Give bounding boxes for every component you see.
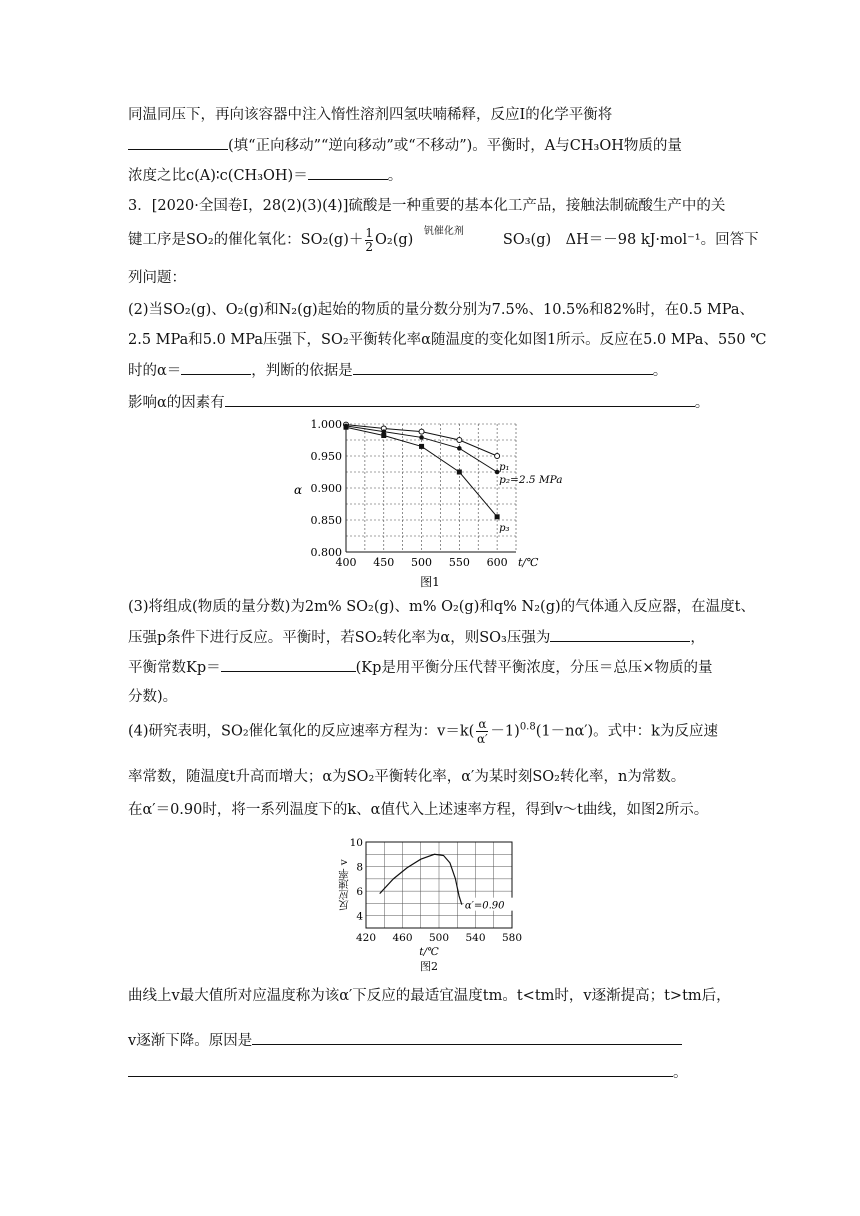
figure-caption: 图1: [420, 575, 440, 589]
text-line: 分数)。: [128, 689, 178, 705]
curve-label: α′=0.90: [464, 900, 505, 912]
series-label-p2: p₂=2.5 MPa: [499, 474, 563, 486]
x-tick-label: 600: [486, 556, 508, 569]
text-line: 影响α的因素有 。: [128, 392, 709, 413]
data-point: [381, 433, 386, 438]
data-point: [419, 444, 424, 449]
y-tick-label: 6: [356, 886, 363, 899]
x-axis-label: t/℃: [419, 946, 439, 958]
text-line: 时的α＝ ，判断的依据是 。: [128, 360, 667, 381]
x-tick-label: 550: [448, 556, 470, 569]
text-line: 同温同压下，再向该容器中注入惰性溶剂四氢呋喃稀释，反应Ⅰ的化学平衡将: [128, 107, 613, 123]
fraction: $\frac{1}{2}$: [365, 225, 374, 254]
rate-equation-line: (4)研究表明，SO₂催化氧化的反应速率方程为：v＝k( $\frac{\alpha}{\alpha'}$ －1)$^{0.8}$(1－nα′)。式中：k为反应速: [128, 717, 718, 746]
figure-1-chart: [290, 410, 590, 590]
x-tick-label: 500: [428, 932, 450, 944]
text-line: 浓度之比c(A)∶c(CH₃OH)＝ 。: [128, 165, 402, 186]
text-line: 率常数，随温度t升高而增大；α为SO₂平衡转化率，α′为某时刻SO₂转化率，n为常数。: [128, 769, 686, 785]
x-tick-label: 420: [355, 932, 377, 944]
reaction-equation-line: 键工序是SO₂的催化氧化：SO₂(g)＋ $\frac{1}{2}$ O₂(g) 钒催化剂 SO₃(g) ΔH＝－98 kJ·mol⁻¹。回答下: [128, 225, 759, 254]
data-point: [457, 470, 462, 475]
y-tick-label: 0.950: [310, 450, 342, 463]
data-point: [457, 446, 462, 451]
catalyst-arrow: 钒催化剂: [423, 226, 464, 237]
answer-blank[interactable]: [221, 657, 356, 672]
x-tick-label: 400: [335, 556, 357, 569]
text-line: 2.5 MPa和5.0 MPa压强下，SO₂平衡转化率α随温度的变化如图1所示。反应在5.0 MPa、550 ℃: [128, 332, 767, 348]
data-point: [419, 429, 424, 434]
answer-blank[interactable]: [308, 165, 388, 180]
text-line: (2)当SO₂(g)、O₂(g)和N₂(g)起始的物质的量分数分别为7.5%、10.5%和82%时，在0.5 MPa、: [128, 302, 755, 318]
x-tick-label: 500: [411, 556, 433, 569]
y-tick-label: 4: [356, 910, 363, 923]
answer-blank[interactable]: [353, 360, 653, 375]
data-point: [495, 514, 500, 519]
y-axis-label: α: [294, 483, 303, 497]
answer-blank[interactable]: [550, 627, 690, 642]
answer-blank[interactable]: [252, 1030, 682, 1045]
y-tick-label: 10: [349, 837, 363, 849]
text-line: 。: [128, 1062, 688, 1083]
x-tick-label: 540: [465, 932, 486, 944]
text-line: (3)将组成(物质的量分数)为2m% SO₂(g)、m% O₂(g)和q% N₂(g)的气体通入反应器，在温度t、: [128, 599, 755, 615]
x-tick-label: 450: [373, 556, 395, 569]
answer-blank[interactable]: [128, 1062, 673, 1077]
figure-caption: 图2: [420, 960, 438, 972]
y-tick-label: 8: [356, 861, 363, 874]
y-axis-label: 反应速率 v: [338, 859, 350, 911]
question-3-line: 3．[2020·全国卷Ⅰ，28(2)(3)(4)]硫酸是一种重要的基本化工产品，接触法制硫酸生产中的关: [128, 198, 726, 214]
data-point: [419, 435, 424, 440]
y-tick-label: 0.800: [310, 546, 342, 559]
text-line: 在α′＝0.90时，将一系列温度下的k、α值代入上述速率方程，得到v～t曲线，如图2所示。: [128, 802, 709, 818]
data-point: [457, 438, 462, 443]
answer-blank[interactable]: [128, 135, 228, 150]
y-tick-label: 0.900: [310, 482, 342, 495]
text-line: v逐渐下降。原因是: [128, 1030, 682, 1051]
text-line: 曲线上v最大值所对应温度称为该α′下反应的最适宜温度tm。t<tm时，v逐渐提高；t>tm后，: [128, 988, 731, 1004]
figure-2-chart: [330, 832, 530, 972]
text-line: 平衡常数Kp＝ (Kp是用平衡分压代替平衡浓度，分压＝总压×物质的量: [128, 657, 713, 678]
x-tick-label: 580: [501, 932, 523, 944]
x-axis-label: t/℃: [518, 556, 539, 569]
data-point: [344, 425, 349, 430]
data-point: [495, 454, 500, 459]
text-line: 压强p条件下进行反应。平衡时，若SO₂转化率为α，则SO₃压强为 ，: [128, 627, 705, 648]
y-tick-label: 1.000: [310, 418, 342, 431]
answer-blank[interactable]: [225, 392, 695, 407]
answer-blank[interactable]: [181, 360, 251, 375]
series-label-p1: p₁: [499, 462, 510, 473]
text-line: (填“正向移动”“逆向移动”或“不移动”)。平衡时，A与CH₃OH物质的量: [128, 135, 682, 156]
x-tick-label: 460: [392, 932, 413, 944]
text-line: 列问题：: [128, 270, 186, 286]
y-tick-label: 0.850: [310, 514, 342, 527]
series-label-p3: p₃: [499, 522, 510, 534]
fraction: $\frac{\alpha}{\alpha'}$: [476, 717, 488, 746]
